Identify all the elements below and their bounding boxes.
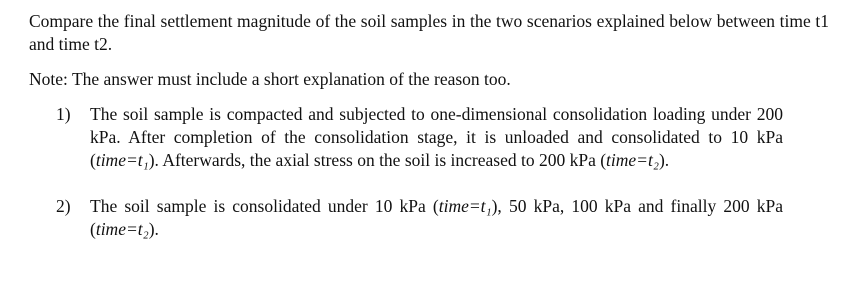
- time-label: time=t₁: [95, 150, 149, 170]
- scenario-list: [29, 103, 829, 241]
- scenario-text: ).: [658, 150, 670, 170]
- time-label: time=t₁: [438, 196, 492, 216]
- scenario-text: The soil sample is consolidated under 10 kPa (: [90, 196, 439, 216]
- time-label: time=t₂: [95, 219, 149, 239]
- question-note: Note: The answer must include a short explanation of the reason too.: [29, 69, 511, 89]
- scenario-text: ), 50 kPa, 100 kPa and finally 200 kPa (: [90, 196, 783, 239]
- scenario-text: ).: [148, 219, 159, 239]
- scenario-number: 1): [56, 104, 71, 124]
- scenario-item-1: [29, 103, 783, 172]
- scenario-item-2: [29, 195, 783, 241]
- scenario-text: The soil sample is compacted and subjected to one-dimensional consolidation loading under 200 kPa. After completion of the consolidation stage, it is unloaded and consolidated to 10 kPa (: [90, 104, 783, 170]
- question-document: [29, 10, 829, 241]
- time-label: time=t₂: [606, 150, 659, 170]
- scenario-number: 2): [56, 196, 71, 216]
- scenario-text: ). Afterwards, the axial stress on the soil is increased to 200 kPa (: [148, 150, 607, 170]
- question-intro: Compare the final settlement magnitude of the soil samples in the two scenarios explained below between time t1 and time t2.: [29, 11, 829, 54]
